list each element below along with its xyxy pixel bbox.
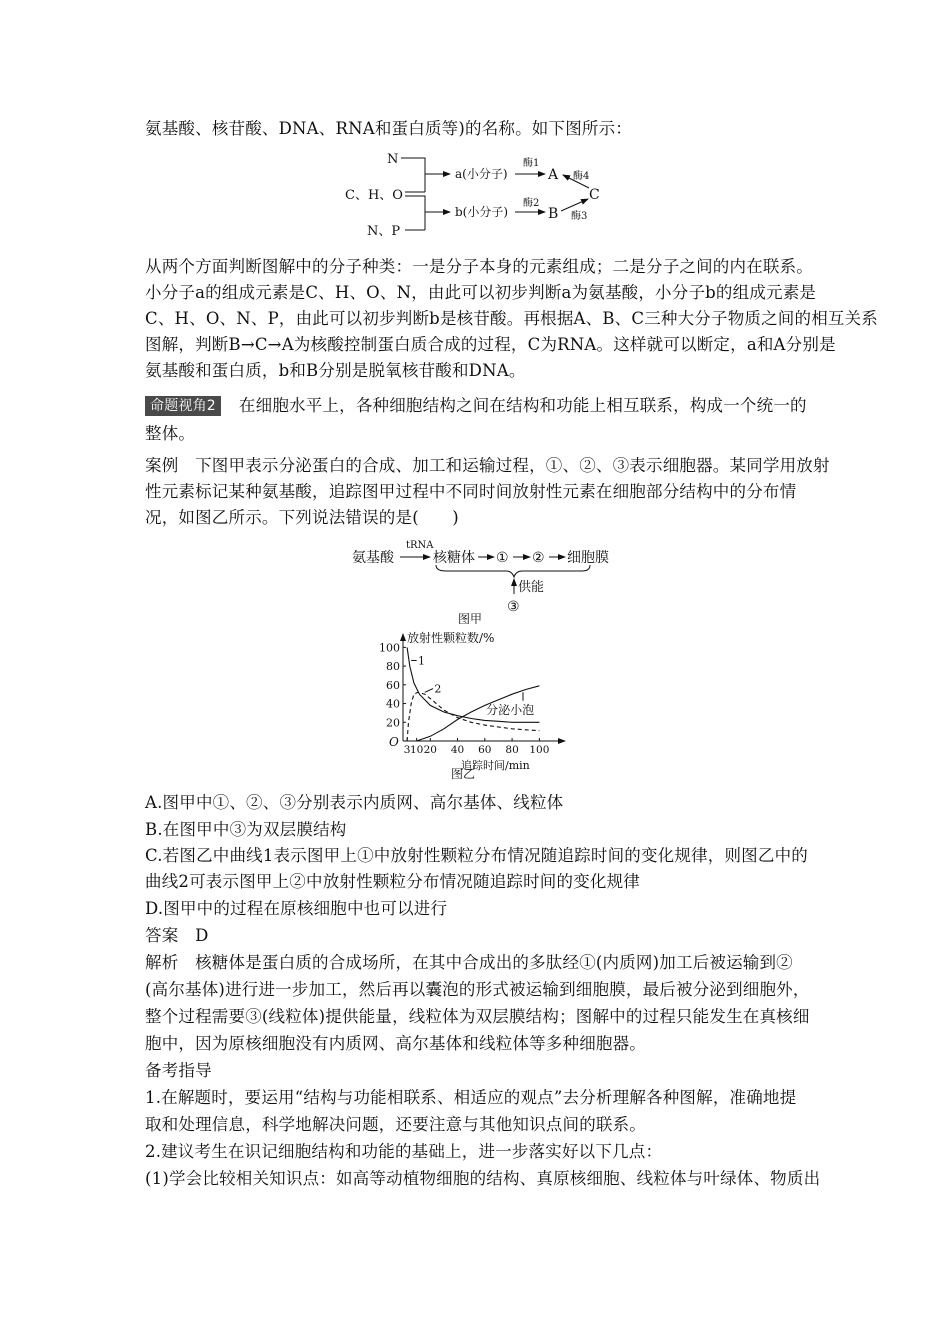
enzyme-3-label: 酶3 <box>571 211 588 222</box>
analysis-line-5: 氨基酸和蛋白质，b和B分别是脱氧核苷酸和DNA。 <box>145 361 526 380</box>
series-2-leader <box>425 689 433 693</box>
series-2-label: 2 <box>434 682 442 696</box>
enzyme-1-label: 酶1 <box>523 158 540 169</box>
element-cho: C、H、O <box>345 188 403 203</box>
case-line-2: 性元素标记某种氨基酸，追踪图甲过程中不同时间放射性元素在细胞部分结构中的分布情 <box>145 482 797 501</box>
case-line-3: 况，如图乙所示。下列说法错误的是( ) <box>145 508 459 527</box>
analysis-line-1: 从两个方面判断图解中的分子种类：一是分子本身的元素组成；二是分子之间的内在联系。 <box>145 257 813 276</box>
analysis-line-3: C、H、O、N、P，由此可以初步判断b是核苷酸。再根据A、B、C三种大分子物质之间的相互关系 <box>145 309 879 328</box>
guide-line-4: (1)学会比较相关知识点：如高等动植物细胞的结构、真原核细胞、线粒体与叶绿体、物质出 <box>145 1169 821 1188</box>
guide-line-2: 取和处理信息，科学地解决问题，还要注意与其他知识点间的联系。 <box>145 1115 646 1134</box>
element-np: N、P <box>367 224 401 239</box>
organelle-1-label: ① <box>496 550 509 566</box>
series-3-label: 分泌小泡 <box>486 703 535 718</box>
macromolecule-a: A <box>548 167 559 183</box>
option-c-line-2: 曲线2可表示图甲上②中放射性颗粒分布情况随追踪时间的变化规律 <box>145 872 640 891</box>
explanation-line-4: 胞中，因为原核细胞没有内质网、高尔基体和线粒体等多种细胞器。 <box>145 1034 646 1053</box>
x-tick-label: 20 <box>423 744 437 756</box>
element-n: N <box>387 152 399 167</box>
trna-label: tRNA <box>406 540 434 551</box>
y-tick-label: 60 <box>386 678 400 692</box>
guide-line-1: 1.在解题时，要运用“结构与功能相联系、相适应的观点”去分析理解各种图解，准确地提 <box>145 1088 797 1107</box>
small-molecule-b: b(小分子) <box>455 205 509 219</box>
x-tick-label: 100 <box>529 744 550 756</box>
y-tick-label: 40 <box>386 697 400 711</box>
diagram-jia <box>350 536 610 624</box>
macromolecule-b: B <box>548 206 559 222</box>
series-1-label: 1 <box>418 654 425 668</box>
x-tick-label: 40 <box>450 744 465 756</box>
chart-yi <box>368 628 598 783</box>
angle-text: 在细胞水平上，各种细胞结构之间在结构和功能上相互联系，构成一个统一的 <box>238 396 807 415</box>
ribosome-label: 核糖体 <box>433 550 475 566</box>
organelle-2-label: ② <box>532 550 545 566</box>
organelle-3-label: ③ <box>507 599 520 615</box>
case-line-1: 案例 下图甲表示分泌蛋白的合成、加工和运输过程，①、②、③表示细胞器。某同学用放射 <box>145 456 830 475</box>
y-tick-label: 80 <box>386 660 400 674</box>
chart-caption: 图乙 <box>451 767 476 781</box>
analysis-line-4: 图解，判断B→C→A为核酸控制蛋白质合成的过程，C为RNA。这样就可以断定，a和A分别是 <box>145 335 836 354</box>
explanation-line-1: 解析 核糖体是蛋白质的合成场所，在其中合成出的多肽经①(内质网)加工后被运输到② <box>145 953 793 972</box>
membrane-label: 细胞膜 <box>567 550 609 566</box>
energy-supply-label: 供能 <box>518 580 545 595</box>
macromolecule-c: C <box>589 187 600 203</box>
angle-badge: 命题视角2 <box>145 396 221 416</box>
option-a: A.图甲中①、②、③分别表示内质网、高尔基体、线粒体 <box>145 793 564 812</box>
answer: 答案 D <box>145 926 209 945</box>
analysis-line-2: 小分子a的组成元素是C、H、O、N，由此可以初步判断a为氨基酸，小分子b的组成元素是 <box>145 283 817 302</box>
intro-line: 氨基酸、核苷酸、DNA、RNA和蛋白质等)的名称。如下图所示： <box>145 119 632 138</box>
angle-line <box>145 395 805 417</box>
x-tick-label: 80 <box>505 744 519 756</box>
y-tick-label: 100 <box>379 641 400 655</box>
y-tick-label: 20 <box>386 716 400 730</box>
explanation-line-2: (高尔基体)进行进一步加工，然后再以囊泡的形式被运输到细胞膜，最后被分泌到细胞外， <box>145 980 810 999</box>
x-axis-label: 追踪时间/min <box>461 759 530 772</box>
option-b: B.在图甲中③为双层膜结构 <box>145 820 347 839</box>
origin-label: O <box>389 735 399 749</box>
explanation-line-3: 整个过程需要③(线粒体)提供能量，线粒体为双层膜结构；图解中的过程只能发生在真核细 <box>145 1007 810 1026</box>
guide-line-3: 2.建议考生在识记细胞结构和功能的基础上，进一步落实好以下几点： <box>145 1142 663 1161</box>
small-molecule-a: a(小分子) <box>455 167 508 181</box>
y-axis-label: 放射性颗粒数/% <box>407 631 495 645</box>
angle-line-2: 整体。 <box>145 424 196 443</box>
enzyme-2-label: 酶2 <box>523 198 540 209</box>
element-composition-diagram <box>335 148 625 240</box>
option-d: D.图甲中的过程在原核细胞中也可以进行 <box>145 899 448 918</box>
x-tick-label: 60 <box>478 744 492 756</box>
x-tick-label: 3 <box>403 744 411 756</box>
enzyme-4-label: 酶4 <box>573 171 590 182</box>
guide-title: 备考指导 <box>145 1061 212 1080</box>
diagram-jia-caption: 图甲 <box>458 612 483 624</box>
amino-acid-label: 氨基酸 <box>352 550 394 566</box>
option-c-line-1: C.若图乙中曲线1表示图甲上①中放射性颗粒分布情况随追踪时间的变化规律，则图乙中的 <box>145 846 808 865</box>
x-tick-label: 10 <box>409 744 424 756</box>
